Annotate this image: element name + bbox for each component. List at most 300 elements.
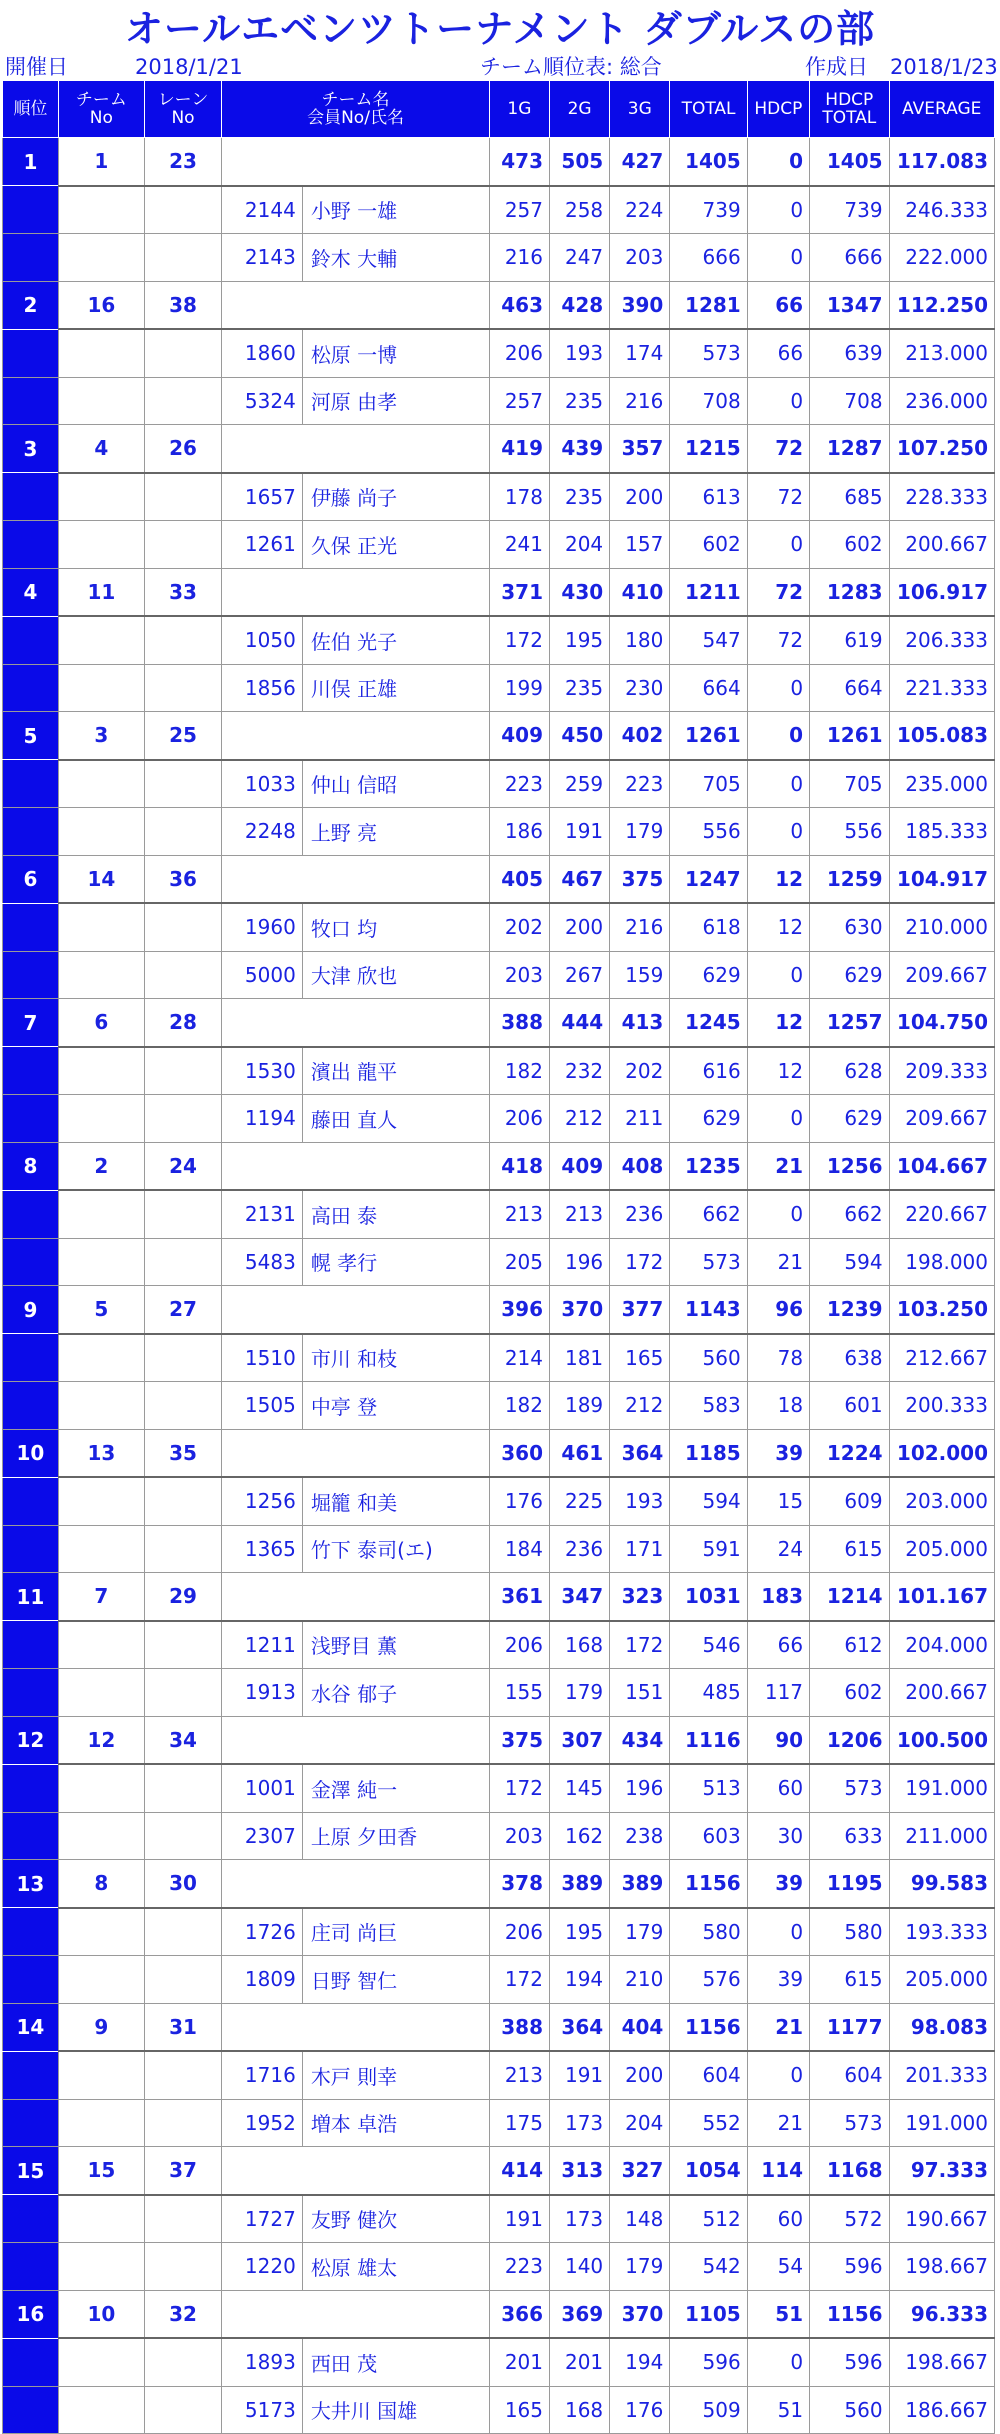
member-id: 1256 (222, 1477, 303, 1525)
team-no: 5 (58, 1286, 144, 1334)
lane-no-blank (144, 1764, 221, 1812)
member-g1: 172 (489, 1764, 549, 1812)
team-g1: 388 (489, 2003, 549, 2051)
held-date-value: 2018/1/21 (135, 55, 243, 79)
member-name: 牧口 均 (302, 903, 489, 951)
lane-no: 28 (144, 999, 221, 1047)
lane-no-blank (144, 186, 221, 234)
member-total: 662 (670, 1190, 747, 1238)
team-no-blank (58, 1047, 144, 1095)
member-g3: 165 (610, 1334, 670, 1382)
team-g1: 473 (489, 138, 549, 186)
team-average: 100.500 (889, 1716, 994, 1764)
rank-blank (3, 2099, 59, 2147)
team-total: 1185 (670, 1429, 747, 1477)
member-hdcp: 0 (747, 377, 809, 425)
member-hdcp-total: 601 (810, 1382, 890, 1430)
team-no: 10 (58, 2290, 144, 2338)
member-row (3, 1812, 995, 1860)
team-total: 1156 (670, 1860, 747, 1908)
team-hdcp-total: 1206 (810, 1716, 890, 1764)
member-hdcp: 0 (747, 234, 809, 282)
rank-blank (3, 760, 59, 808)
member-hdcp-total: 615 (810, 1956, 890, 2004)
member-g2: 189 (550, 1382, 610, 1430)
lane-no-blank (144, 1047, 221, 1095)
team-rank: 7 (3, 999, 59, 1047)
member-g2: 247 (550, 234, 610, 282)
member-g3: 172 (610, 1621, 670, 1669)
member-row (3, 1190, 995, 1238)
lane-no-blank (144, 1812, 221, 1860)
team-row (3, 1286, 995, 1334)
team-name-cell (222, 1429, 490, 1477)
member-hdcp-total: 685 (810, 473, 890, 521)
member-name: 松原 雄太 (302, 2243, 489, 2291)
team-average: 97.333 (889, 2147, 994, 2195)
member-hdcp: 72 (747, 616, 809, 664)
member-hdcp: 39 (747, 1956, 809, 2004)
lane-no-blank (144, 1669, 221, 1717)
lane-no-blank (144, 760, 221, 808)
member-total: 705 (670, 760, 747, 808)
member-g1: 205 (489, 1238, 549, 1286)
team-rank: 8 (3, 1142, 59, 1190)
team-name-cell (222, 568, 490, 616)
member-g2: 235 (550, 473, 610, 521)
team-no-blank (58, 1621, 144, 1669)
team-no-blank (58, 616, 144, 664)
lane-no-blank (144, 2051, 221, 2099)
member-total: 573 (670, 1238, 747, 1286)
rank-blank (3, 1525, 59, 1573)
team-no-blank (58, 473, 144, 521)
member-row (3, 1334, 995, 1382)
team-hdcp: 12 (747, 855, 809, 903)
team-total: 1261 (670, 712, 747, 760)
member-id: 1913 (222, 1669, 303, 1717)
team-total: 1235 (670, 1142, 747, 1190)
team-average: 104.917 (889, 855, 994, 903)
member-g1: 165 (489, 2386, 549, 2434)
team-g1: 360 (489, 1429, 549, 1477)
member-id: 1727 (222, 2195, 303, 2243)
member-total: 602 (670, 521, 747, 569)
member-g3: 230 (610, 664, 670, 712)
member-total: 512 (670, 2195, 747, 2243)
member-row (3, 1477, 995, 1525)
team-rank: 2 (3, 281, 59, 329)
team-g3: 370 (610, 2290, 670, 2338)
team-g3: 402 (610, 712, 670, 760)
team-g2: 444 (550, 999, 610, 1047)
team-no: 2 (58, 1142, 144, 1190)
member-total: 596 (670, 2338, 747, 2386)
member-average: 200.333 (889, 1382, 994, 1430)
team-hdcp: 66 (747, 281, 809, 329)
team-hdcp-total: 1261 (810, 712, 890, 760)
lane-no: 31 (144, 2003, 221, 2051)
member-name: 西田 茂 (302, 2338, 489, 2386)
member-average: 186.667 (889, 2386, 994, 2434)
team-no: 15 (58, 2147, 144, 2195)
team-g2: 369 (550, 2290, 610, 2338)
member-g1: 203 (489, 1812, 549, 1860)
member-row (3, 186, 995, 234)
team-hdcp: 96 (747, 1286, 809, 1334)
team-no-blank (58, 2386, 144, 2434)
member-hdcp-total: 612 (810, 1621, 890, 1669)
member-hdcp: 0 (747, 1190, 809, 1238)
member-row (3, 760, 995, 808)
member-g2: 196 (550, 1238, 610, 1286)
team-g1: 414 (489, 2147, 549, 2195)
member-hdcp: 12 (747, 1047, 809, 1095)
member-average: 198.667 (889, 2338, 994, 2386)
team-no-blank (58, 1190, 144, 1238)
team-no: 12 (58, 1716, 144, 1764)
team-g3: 413 (610, 999, 670, 1047)
member-total: 573 (670, 329, 747, 377)
member-g1: 175 (489, 2099, 549, 2147)
member-g3: 202 (610, 1047, 670, 1095)
member-average: 209.667 (889, 1095, 994, 1143)
member-row (3, 2195, 995, 2243)
member-g1: 241 (489, 521, 549, 569)
team-rank: 10 (3, 1429, 59, 1477)
team-row (3, 712, 995, 760)
team-hdcp: 90 (747, 1716, 809, 1764)
member-total: 629 (670, 951, 747, 999)
col-g2: 2G (550, 81, 610, 138)
member-row (3, 2099, 995, 2147)
member-total: 594 (670, 1477, 747, 1525)
member-average: 185.333 (889, 808, 994, 856)
team-g1: 388 (489, 999, 549, 1047)
team-g3: 377 (610, 1286, 670, 1334)
team-row (3, 999, 995, 1047)
member-average: 200.667 (889, 1669, 994, 1717)
lane-no-blank (144, 2195, 221, 2243)
member-id: 2248 (222, 808, 303, 856)
member-row (3, 473, 995, 521)
team-average: 99.583 (889, 1860, 994, 1908)
member-hdcp-total: 708 (810, 377, 890, 425)
lane-no-blank (144, 903, 221, 951)
team-g3: 404 (610, 2003, 670, 2051)
team-rank: 9 (3, 1286, 59, 1334)
member-g1: 201 (489, 2338, 549, 2386)
team-g1: 375 (489, 1716, 549, 1764)
lane-no-blank (144, 329, 221, 377)
member-total: 556 (670, 808, 747, 856)
member-hdcp-total: 596 (810, 2338, 890, 2386)
member-name: 鈴木 大輔 (302, 234, 489, 282)
member-g2: 194 (550, 1956, 610, 2004)
member-total: 580 (670, 1908, 747, 1956)
member-id: 1211 (222, 1621, 303, 1669)
member-name: 浅野目 薫 (302, 1621, 489, 1669)
member-total: 613 (670, 473, 747, 521)
team-no-blank (58, 377, 144, 425)
lane-no: 30 (144, 1860, 221, 1908)
member-total: 583 (670, 1382, 747, 1430)
member-hdcp: 30 (747, 1812, 809, 1860)
col-g3: 3G (610, 81, 670, 138)
member-hdcp-total: 666 (810, 234, 890, 282)
member-g1: 176 (489, 1477, 549, 1525)
lane-no-blank (144, 377, 221, 425)
team-name-cell (222, 425, 490, 473)
member-id: 2307 (222, 1812, 303, 1860)
member-g2: 213 (550, 1190, 610, 1238)
team-g3: 327 (610, 2147, 670, 2195)
team-g2: 439 (550, 425, 610, 473)
member-row (3, 903, 995, 951)
member-id: 1657 (222, 473, 303, 521)
team-average: 103.250 (889, 1286, 994, 1334)
team-g3: 434 (610, 1716, 670, 1764)
team-average: 104.750 (889, 999, 994, 1047)
member-hdcp-total: 560 (810, 2386, 890, 2434)
team-row (3, 2290, 995, 2338)
member-average: 201.333 (889, 2051, 994, 2099)
member-id: 2144 (222, 186, 303, 234)
team-hdcp-total: 1195 (810, 1860, 890, 1908)
member-name: 堀籠 和美 (302, 1477, 489, 1525)
team-no-blank (58, 521, 144, 569)
team-name-cell (222, 712, 490, 760)
member-row (3, 616, 995, 664)
member-id: 1194 (222, 1095, 303, 1143)
member-hdcp-total: 639 (810, 329, 890, 377)
team-hdcp: 39 (747, 1429, 809, 1477)
member-average: 213.000 (889, 329, 994, 377)
team-hdcp-total: 1239 (810, 1286, 890, 1334)
team-name-cell (222, 855, 490, 903)
member-name: 伊藤 尚子 (302, 473, 489, 521)
member-average: 190.667 (889, 2195, 994, 2243)
team-average: 102.000 (889, 1429, 994, 1477)
lane-no: 23 (144, 138, 221, 186)
team-row (3, 138, 995, 186)
team-name-cell (222, 1860, 490, 1908)
rank-blank (3, 1621, 59, 1669)
member-g2: 168 (550, 1621, 610, 1669)
member-g3: 224 (610, 186, 670, 234)
member-g2: 193 (550, 329, 610, 377)
team-g3: 427 (610, 138, 670, 186)
member-g2: 179 (550, 1669, 610, 1717)
lane-no: 29 (144, 1573, 221, 1621)
team-g2: 364 (550, 2003, 610, 2051)
member-average: 206.333 (889, 616, 994, 664)
member-row (3, 1382, 995, 1430)
team-row (3, 2003, 995, 2051)
standings-body (3, 138, 995, 2434)
member-name: 増本 卓浩 (302, 2099, 489, 2147)
member-hdcp-total: 619 (810, 616, 890, 664)
member-average: 209.333 (889, 1047, 994, 1095)
team-hdcp-total: 1177 (810, 2003, 890, 2051)
team-hdcp-total: 1347 (810, 281, 890, 329)
team-total: 1281 (670, 281, 747, 329)
team-hdcp: 51 (747, 2290, 809, 2338)
lane-no: 33 (144, 568, 221, 616)
member-total: 591 (670, 1525, 747, 1573)
member-total: 560 (670, 1334, 747, 1382)
team-name-cell (222, 1142, 490, 1190)
rank-blank (3, 234, 59, 282)
member-id: 5000 (222, 951, 303, 999)
team-rank: 14 (3, 2003, 59, 2051)
team-no-blank (58, 1812, 144, 1860)
member-hdcp: 24 (747, 1525, 809, 1573)
team-no-blank (58, 1477, 144, 1525)
member-hdcp: 66 (747, 1621, 809, 1669)
team-hdcp: 0 (747, 712, 809, 760)
member-g3: 174 (610, 329, 670, 377)
lane-no-blank (144, 2099, 221, 2147)
rank-blank (3, 2243, 59, 2291)
member-total: 616 (670, 1047, 747, 1095)
member-hdcp: 0 (747, 951, 809, 999)
team-g1: 405 (489, 855, 549, 903)
lane-no: 35 (144, 1429, 221, 1477)
member-g2: 212 (550, 1095, 610, 1143)
lane-no-blank (144, 1334, 221, 1382)
member-g3: 210 (610, 1956, 670, 2004)
member-hdcp-total: 629 (810, 1095, 890, 1143)
member-average: 222.000 (889, 234, 994, 282)
team-rank: 5 (3, 712, 59, 760)
member-hdcp: 0 (747, 664, 809, 712)
team-total: 1054 (670, 2147, 747, 2195)
member-g2: 235 (550, 664, 610, 712)
col-team-no: チーム No (58, 81, 144, 138)
team-g2: 347 (550, 1573, 610, 1621)
member-total: 629 (670, 1095, 747, 1143)
member-hdcp: 0 (747, 2051, 809, 2099)
team-rank: 16 (3, 2290, 59, 2338)
team-average: 107.250 (889, 425, 994, 473)
member-g3: 179 (610, 808, 670, 856)
rank-blank (3, 1764, 59, 1812)
rank-blank (3, 2338, 59, 2386)
team-hdcp-total: 1259 (810, 855, 890, 903)
member-g2: 195 (550, 1908, 610, 1956)
member-id: 1365 (222, 1525, 303, 1573)
lane-no-blank (144, 808, 221, 856)
team-hdcp-total: 1287 (810, 425, 890, 473)
col-hdcp: HDCP (747, 81, 809, 138)
lane-no-blank (144, 1908, 221, 1956)
member-g3: 151 (610, 1669, 670, 1717)
member-total: 618 (670, 903, 747, 951)
member-average: 198.000 (889, 1238, 994, 1286)
member-name: 金澤 純一 (302, 1764, 489, 1812)
team-no: 3 (58, 712, 144, 760)
member-average: 210.000 (889, 903, 994, 951)
member-average: 205.000 (889, 1956, 994, 2004)
member-id: 1220 (222, 2243, 303, 2291)
member-g1: 155 (489, 1669, 549, 1717)
member-g3: 159 (610, 951, 670, 999)
member-g3: 171 (610, 1525, 670, 1573)
member-hdcp: 60 (747, 1764, 809, 1812)
member-average: 212.667 (889, 1334, 994, 1382)
member-total: 739 (670, 186, 747, 234)
team-average: 104.667 (889, 1142, 994, 1190)
member-row (3, 951, 995, 999)
member-g3: 196 (610, 1764, 670, 1812)
col-hdcp-total: HDCP TOTAL (810, 81, 890, 138)
member-g1: 202 (489, 903, 549, 951)
member-row (3, 1956, 995, 2004)
member-row (3, 664, 995, 712)
team-g1: 419 (489, 425, 549, 473)
member-g1: 186 (489, 808, 549, 856)
lane-no-blank (144, 951, 221, 999)
lane-no-blank (144, 2386, 221, 2434)
member-g1: 213 (489, 1190, 549, 1238)
team-hdcp-total: 1283 (810, 568, 890, 616)
member-name: 高田 泰 (302, 1190, 489, 1238)
member-g3: 212 (610, 1382, 670, 1430)
member-g2: 162 (550, 1812, 610, 1860)
member-hdcp: 51 (747, 2386, 809, 2434)
lane-no-blank (144, 664, 221, 712)
team-row (3, 568, 995, 616)
team-g3: 410 (610, 568, 670, 616)
rank-blank (3, 1908, 59, 1956)
team-no: 16 (58, 281, 144, 329)
member-average: 205.000 (889, 1525, 994, 1573)
member-name: 上野 亮 (302, 808, 489, 856)
team-average: 101.167 (889, 1573, 994, 1621)
member-g1: 199 (489, 664, 549, 712)
member-name: 木戸 則幸 (302, 2051, 489, 2099)
team-no-blank (58, 903, 144, 951)
member-id: 2143 (222, 234, 303, 282)
member-total: 547 (670, 616, 747, 664)
member-id: 1530 (222, 1047, 303, 1095)
member-id: 1001 (222, 1764, 303, 1812)
team-name-cell (222, 2290, 490, 2338)
member-hdcp: 117 (747, 1669, 809, 1717)
member-name: 松原 一博 (302, 329, 489, 377)
member-name: 河原 由孝 (302, 377, 489, 425)
team-no-blank (58, 234, 144, 282)
member-g2: 201 (550, 2338, 610, 2386)
member-id: 5173 (222, 2386, 303, 2434)
team-hdcp: 0 (747, 138, 809, 186)
member-hdcp: 78 (747, 1334, 809, 1382)
member-hdcp: 21 (747, 1238, 809, 1286)
team-g1: 396 (489, 1286, 549, 1334)
member-hdcp-total: 572 (810, 2195, 890, 2243)
member-average: 236.000 (889, 377, 994, 425)
member-hdcp-total: 596 (810, 2243, 890, 2291)
team-no-blank (58, 664, 144, 712)
team-row (3, 1573, 995, 1621)
member-hdcp: 21 (747, 2099, 809, 2147)
member-total: 552 (670, 2099, 747, 2147)
team-hdcp-total: 1224 (810, 1429, 890, 1477)
team-g2: 370 (550, 1286, 610, 1334)
member-total: 664 (670, 664, 747, 712)
team-total: 1116 (670, 1716, 747, 1764)
